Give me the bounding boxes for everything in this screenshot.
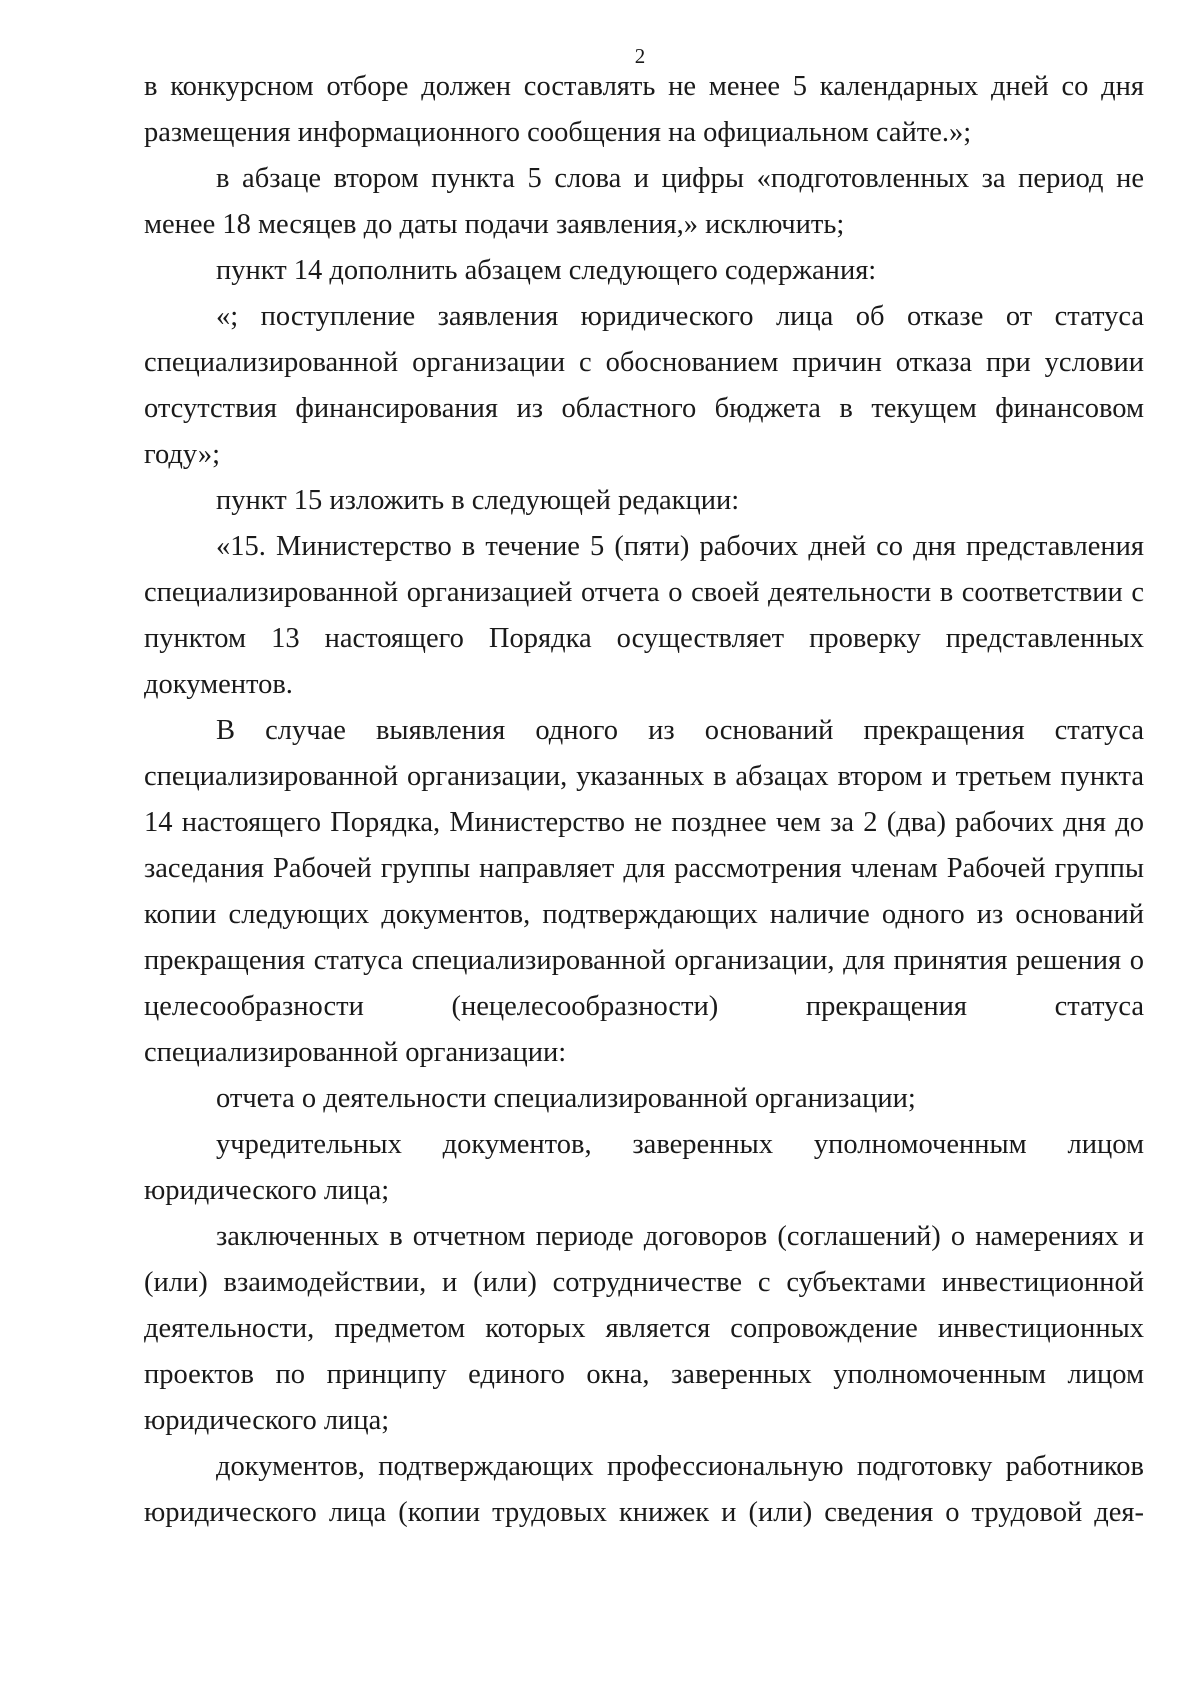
- document-body: [144, 64, 1144, 1536]
- paragraph-amendment-point-5: в абзаце втором пункта 5 слова и цифры «подготовленных за период не менее 18 месяцев до даты подачи заявления,» исключить;: [144, 163, 1144, 240]
- paragraph-point-15-text: «15. Министерство в течение 5 (пяти) рабочих дней со дня представления специализированной организацией отчета о своей деятельности в соответствии с пунктом 13 настоящего Порядка осуществляет проверку представленных документов.: [144, 531, 1144, 700]
- list-item-agreements: заключенных в отчетном периоде договоров (соглашений) о намерениях и (или) взаимодействии, и (или) сотрудничестве с субъектами инвестиционной деятельности, предметом которых является сопровождение инвестиционных проектов по принципу единого окна, заверенных уполномоченным лицом юридического лица;: [144, 1221, 1144, 1436]
- list-item-founding-documents: учредительных документов, заверенных уполномоченным лицом юридического лица;: [144, 1129, 1144, 1206]
- paragraph-point-15-intro: пункт 15 изложить в следующей редакции:: [216, 485, 740, 516]
- paragraph-grounds-termination: В случае выявления одного из оснований прекращения статуса специализированной организации, указанных в абзацах втором и третьем пункта 14 настоящего Порядка, Министерство не позднее чем за 2 (два) рабочих дня до заседания Рабочей группы направляет для рассмотрения членам Рабочей группы копии следующих документов, подтверждающих наличие одного из оснований прекращения статуса специализированной организации, для принятия решения о целесообразности (нецелесообразности) прекращения статуса специализированной организации:: [144, 715, 1144, 1068]
- list-item-activity-report: отчета о деятельности специализированной организации;: [216, 1083, 916, 1114]
- page-number: 2: [634, 44, 646, 68]
- paragraph-point-14-intro: пункт 14 дополнить абзацем следующего содержания:: [216, 255, 877, 286]
- list-item-staff-documents: документов, подтверждающих профессиональную подготовку работников юридического лица (копии трудовых книжек и (или) сведения о трудовой дея-: [144, 1451, 1144, 1528]
- paragraph-point-14-text: «; поступление заявления юридического лица об отказе от статуса специализированной организации с обоснованием причин отказа при условии отсутствия финансирования из областного бюджета в текущем финансовом году»;: [144, 301, 1144, 470]
- paragraph-continuation: в конкурсном отборе должен составлять не менее 5 календарных дней со дня размещения информационного сообщения на официальном сайте.»;: [144, 71, 1144, 148]
